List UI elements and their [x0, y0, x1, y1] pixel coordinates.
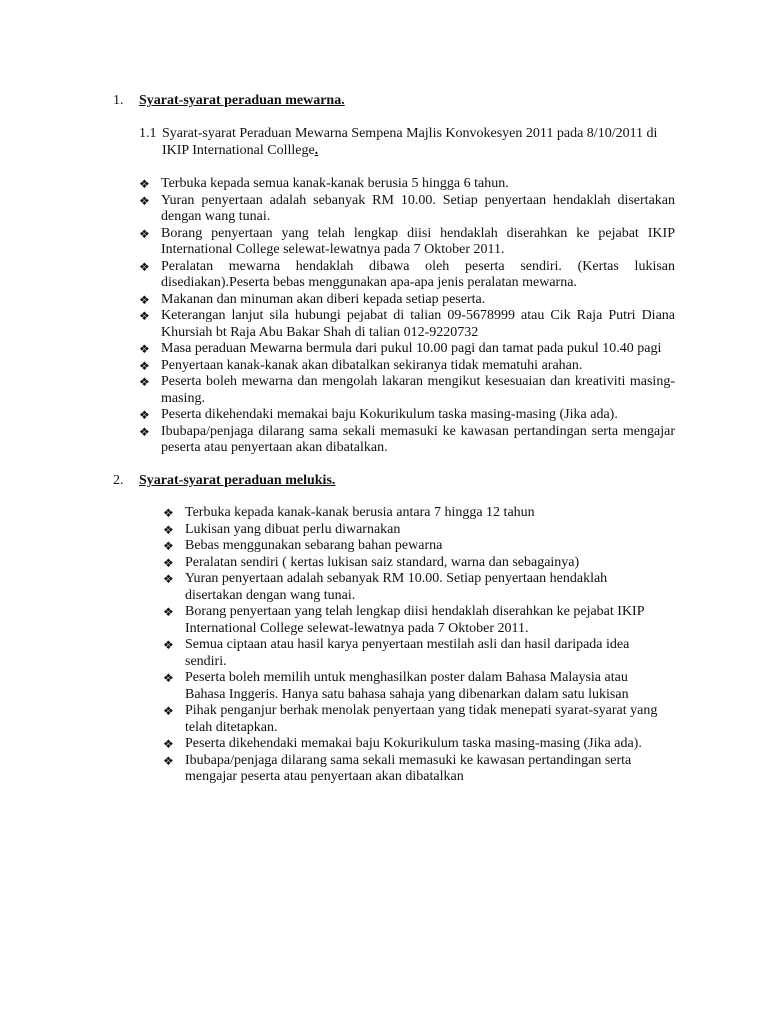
list-item [163, 703, 665, 736]
diamond-bullet-icon: ❖ [139, 424, 150, 439]
list-item-text: Semua ciptaan atau hasil karya penyertaan mestilah asli dan hasil daripada idea sendiri. [185, 637, 630, 669]
diamond-bullet-icon: ❖ [163, 737, 174, 751]
list-item-text: Yuran penyertaan adalah sebanyak RM 10.00. Setiap penyertaan hendaklah disertakan dengan wang tunai. [185, 571, 608, 603]
list-item [163, 538, 665, 555]
list-item-text: Peralatan sendiri ( kertas lukisan saiz standard, warna dan sebagainya) [185, 554, 580, 570]
list-item [139, 292, 675, 309]
list-item [163, 505, 665, 522]
diamond-bullet-icon: ❖ [139, 408, 150, 422]
list-item-text: Pihak penganjur berhak menolak penyertaan yang tidak menepati syarat-syarat yang telah ditetapkan. [185, 703, 658, 735]
section-1-number: 1. [113, 93, 124, 108]
diamond-bullet-icon: ❖ [163, 753, 174, 768]
list-item [139, 424, 675, 457]
list-item-text: Terbuka kepada kanak-kanak berusia antara 7 hingga 12 tahun [185, 505, 535, 520]
list-item-text: Yuran penyertaan adalah sebanyak RM 10.00. Setiap penyertaan hendaklah disertakan dengan wang tunai. [161, 192, 675, 224]
diamond-bullet-icon: ❖ [139, 177, 150, 191]
list-item-text: Terbuka kepada semua kanak-kanak berusia 5 hingga 6 tahun. [161, 176, 509, 191]
list-item-text: Borang penyertaan yang telah lengkap diisi hendaklah diserahkan ke pejabat IKIP International College selewat-lewatnya pada 7 Oktober 2011. [185, 604, 644, 636]
list-item [139, 226, 675, 259]
list-item-text: Ibubapa/penjaga dilarang sama sekali memasuki ke kawasan pertandingan serta mengajar peserta atau penyertaan akan dibatalkan. [161, 423, 675, 455]
diamond-bullet-icon: ❖ [163, 572, 174, 586]
list-item [163, 670, 665, 703]
section-2-title: Syarat-syarat peraduan melukis. [139, 473, 336, 488]
diamond-bullet-icon: ❖ [163, 671, 174, 685]
list-item [163, 522, 665, 539]
diamond-bullet-icon: ❖ [139, 358, 150, 373]
list-item [139, 176, 675, 193]
diamond-bullet-icon: ❖ [139, 193, 150, 208]
list-item-text: Borang penyertaan yang telah lengkap diisi hendaklah diserahkan ke pejabat IKIP International College selewat-lewatnya pada 7 Oktober 2011. [161, 225, 675, 257]
list-item [139, 308, 675, 341]
subsection-trailing-period: . [314, 142, 319, 158]
list-item-text: Ibubapa/penjaga dilarang sama sekali memasuki ke kawasan pertandingan serta mengajar peserta atau penyertaan akan dibatalkan [185, 752, 632, 784]
diamond-bullet-icon: ❖ [139, 375, 150, 389]
list-item-text: Peserta boleh memilih untuk menghasilkan poster dalam Bahasa Malaysia atau Bahasa Inggeris. Hanya satu bahasa sahaja yang dibenarkan dalam satu lukisan [185, 670, 629, 702]
list-item [139, 358, 675, 375]
list-item [139, 407, 675, 424]
subsection-text-body: Syarat-syarat Peraduan Mewarna Sempena Majlis Konvokesyen 2011 pada 8/10/2011 di IKIP International Colllege [162, 126, 658, 158]
diamond-bullet-icon: ❖ [163, 555, 174, 570]
section-2-heading [113, 473, 335, 490]
list-item [139, 193, 675, 226]
diamond-bullet-icon: ❖ [139, 226, 150, 241]
section-1-requirements-list [139, 176, 675, 457]
list-item-text: Peserta dikehendaki memakai baju Kokurikulum taska masing-masing (Jika ada). [185, 736, 642, 751]
list-item-text: Bebas menggunakan sebarang bahan pewarna [185, 538, 443, 553]
subsection-number: 1.1 [139, 126, 157, 141]
list-item [139, 341, 675, 358]
section-2-requirements-list [163, 505, 665, 786]
diamond-bullet-icon: ❖ [163, 539, 174, 553]
section-2-number: 2. [113, 473, 124, 488]
list-item [139, 259, 675, 292]
subsection-1-1 [139, 126, 679, 159]
list-item [139, 374, 675, 407]
diamond-bullet-icon: ❖ [163, 704, 174, 718]
section-1-heading [113, 93, 345, 110]
list-item [163, 604, 665, 637]
diamond-bullet-icon: ❖ [139, 292, 150, 307]
list-item-text: Peserta boleh mewarna dan mengolah lakaran mengikut kesesuaian dan kreativiti masing-masing. [161, 374, 675, 406]
diamond-bullet-icon: ❖ [139, 342, 150, 356]
list-item [163, 736, 665, 753]
diamond-bullet-icon: ❖ [163, 638, 174, 652]
list-item [163, 555, 665, 572]
subsection-text [162, 126, 679, 159]
list-item-text: Masa peraduan Mewarna bermula dari pukul 10.00 pagi dan tamat pada pukul 10.40 pagi [161, 341, 662, 356]
list-item-text: Lukisan yang dibuat perlu diwarnakan [185, 521, 401, 537]
section-1-title: Syarat-syarat peraduan mewarna. [139, 93, 345, 108]
diamond-bullet-icon: ❖ [163, 605, 174, 619]
list-item [163, 571, 665, 604]
diamond-bullet-icon: ❖ [163, 522, 174, 537]
list-item-text: Peserta dikehendaki memakai baju Kokurikulum taska masing-masing (Jika ada). [161, 407, 618, 422]
list-item-text: Keterangan lanjut sila hubungi pejabat di talian 09-5678999 atau Cik Raja Putri Diana Khursiah bt Raja Abu Bakar Shah di talian 012-9220732 [161, 308, 675, 340]
diamond-bullet-icon: ❖ [139, 259, 150, 274]
list-item-text: Penyertaan kanak-kanak akan dibatalkan sekiranya tidak mematuhi arahan. [161, 357, 583, 373]
diamond-bullet-icon: ❖ [163, 506, 174, 520]
list-item-text: Makanan dan minuman akan diberi kepada setiap peserta. [161, 291, 486, 307]
list-item [163, 753, 665, 786]
diamond-bullet-icon: ❖ [139, 309, 150, 323]
list-item-text: Peralatan mewarna hendaklah dibawa oleh peserta sendiri. (Kertas lukisan disediakan).Peserta bebas menggunakan apa-apa jenis peralatan mewarna. [161, 258, 675, 290]
list-item [163, 637, 665, 670]
